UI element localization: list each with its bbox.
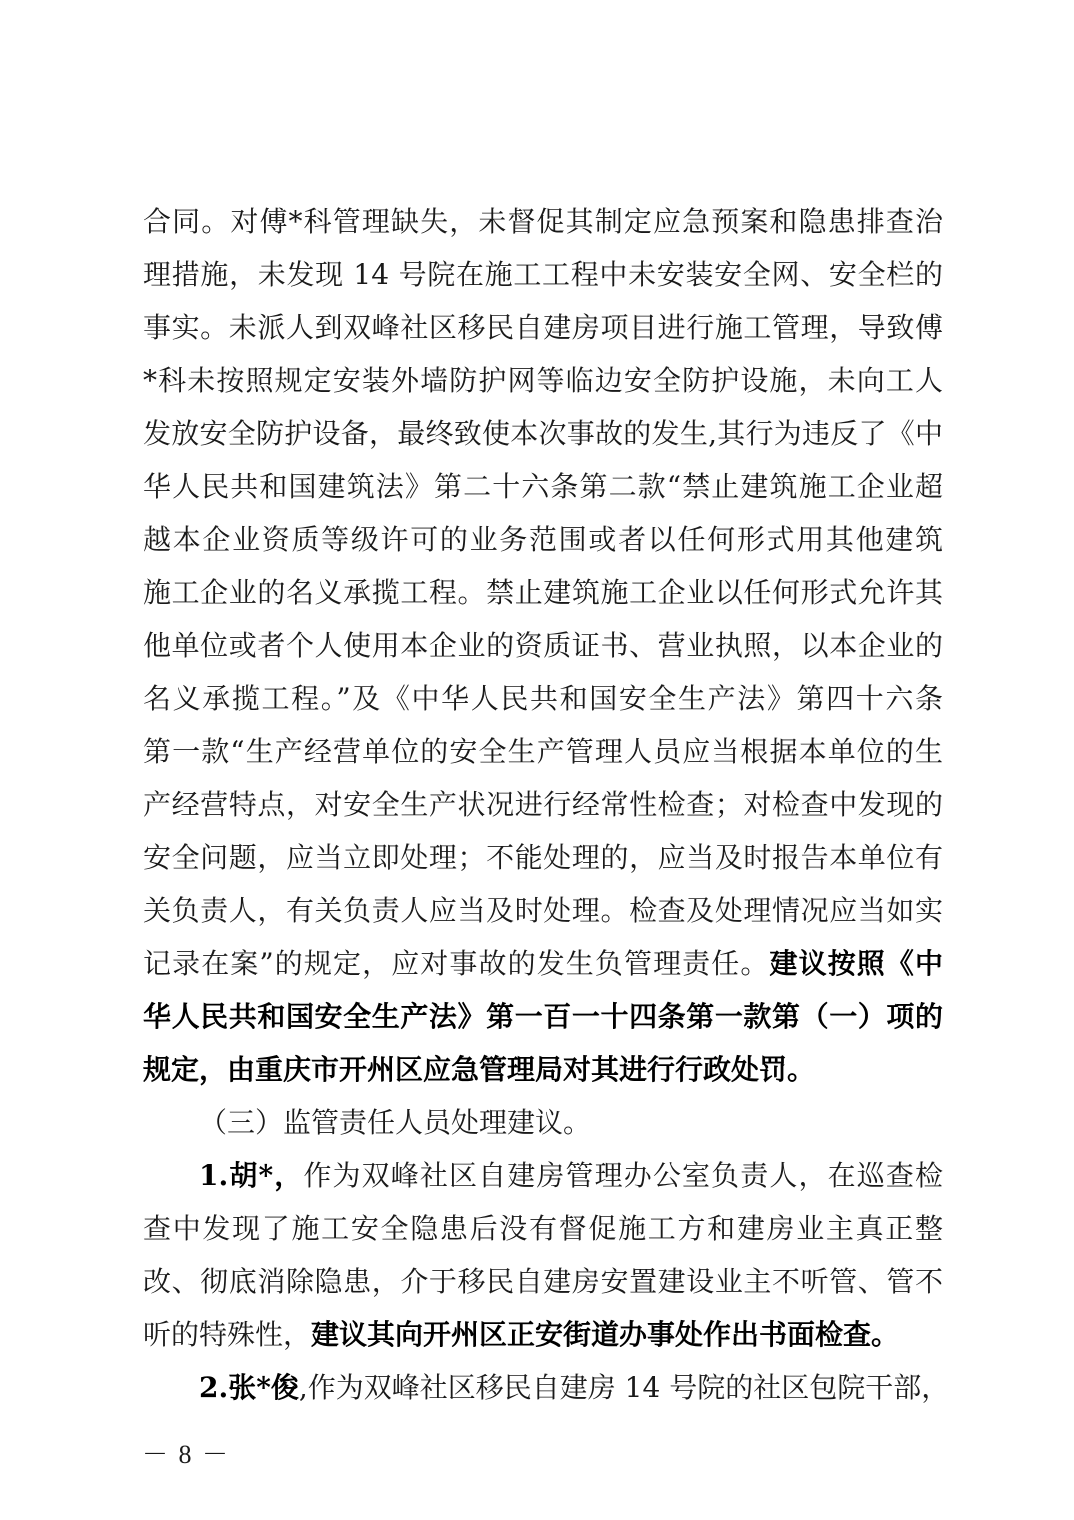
person-label: 1.胡*， (199, 1159, 304, 1192)
section-heading (143, 1096, 943, 1149)
text-segment: *科未按照规定安装外墙防护网等临边安全防护设施，未向工人 (143, 364, 943, 397)
text-line (143, 566, 943, 619)
bold-recommendation-text: 建议其向开州区正安街道办事处作出书面检查。 (311, 1318, 900, 1351)
text-segment: 安全问题，应当立即处理；不能处理的，应当及时报告本单位有 (143, 841, 943, 874)
text-line (143, 937, 943, 990)
text-line (143, 1043, 943, 1096)
text-line (143, 407, 943, 460)
text-line (143, 778, 943, 831)
text-segment: 记录在案”的规定，应对事故的发生负管理责任。 (143, 947, 770, 980)
text-line (143, 354, 943, 407)
text-segment: 作为双峰社区自建房管理办公室负责人，在巡查检 (303, 1159, 943, 1192)
text-line (143, 725, 943, 778)
text-line (143, 460, 943, 513)
text-segment: 听的特殊性， (143, 1318, 312, 1351)
text-line (143, 1255, 943, 1308)
text-segment: 名义承揽工程。”及《中华人民共和国安全生产法》第四十六条 (143, 682, 943, 715)
bold-recommendation-text: 华人民共和国安全生产法》第一百一十四条第一款第（一）项的 (143, 1000, 943, 1033)
text-segment: 越本企业资质等级许可的业务范围或者以任何形式用其他建筑 (143, 523, 943, 556)
text-line (143, 1361, 950, 1414)
text-line (143, 248, 943, 301)
text-segment: 关负责人，有关负责人应当及时处理。检查及处理情况应当如实 (143, 894, 943, 927)
text-segment: 产经营特点，对安全生产状况进行经常性检查；对检查中发现的 (143, 788, 943, 821)
document-body (143, 195, 950, 1414)
text-line (143, 1149, 943, 1202)
person-label: 2.张*俊 (199, 1371, 299, 1404)
text-line (143, 831, 943, 884)
text-line (143, 301, 943, 354)
text-line (143, 990, 943, 1043)
text-line (143, 672, 943, 725)
bold-recommendation-text: 规定，由重庆市开州区应急管理局对其进行行政处罚。 (143, 1053, 816, 1086)
text-segment: 理措施，未发现 14 号院在施工工程中未安装安全网、安全栏的 (143, 258, 943, 291)
text-line (143, 1308, 943, 1361)
page-number: － 8 － (142, 1440, 231, 1469)
text-segment: 查中发现了施工安全隐患后没有督促施工方和建房业主真正整 (143, 1212, 943, 1245)
text-line (143, 1202, 943, 1255)
text-segment: 施工企业的名义承揽工程。禁止建筑施工企业以任何形式允许其 (143, 576, 943, 609)
text-segment: 合同。对傅*科管理缺失，未督促其制定应急预案和隐患排查治 (143, 205, 943, 238)
text-line (143, 884, 943, 937)
text-segment: 华人民共和国建筑法》第二十六条第二款“禁止建筑施工企业超 (143, 470, 943, 503)
text-line (143, 513, 943, 566)
text-segment: （三）监管责任人员处理建议。 (199, 1106, 592, 1139)
text-segment: 发放安全防护设备，最终致使本次事故的发生,其行为违反了《中 (143, 417, 943, 450)
text-segment: ,作为双峰社区移民自建房 14 号院的社区包院干部， (298, 1371, 950, 1404)
text-segment: 他单位或者个人使用本企业的资质证书、营业执照，以本企业的 (143, 629, 943, 662)
text-segment: 事实。未派人到双峰社区移民自建房项目进行施工管理，导致傅 (143, 311, 943, 344)
text-segment: 第一款“生产经营单位的安全生产管理人员应当根据本单位的生 (143, 735, 943, 768)
text-segment: 改、彻底消除隐患，介于移民自建房安置建设业主不听管、管不 (143, 1265, 943, 1298)
bold-recommendation-text: 建议按照《中 (769, 947, 943, 980)
text-line (143, 619, 943, 672)
text-line (143, 195, 943, 248)
